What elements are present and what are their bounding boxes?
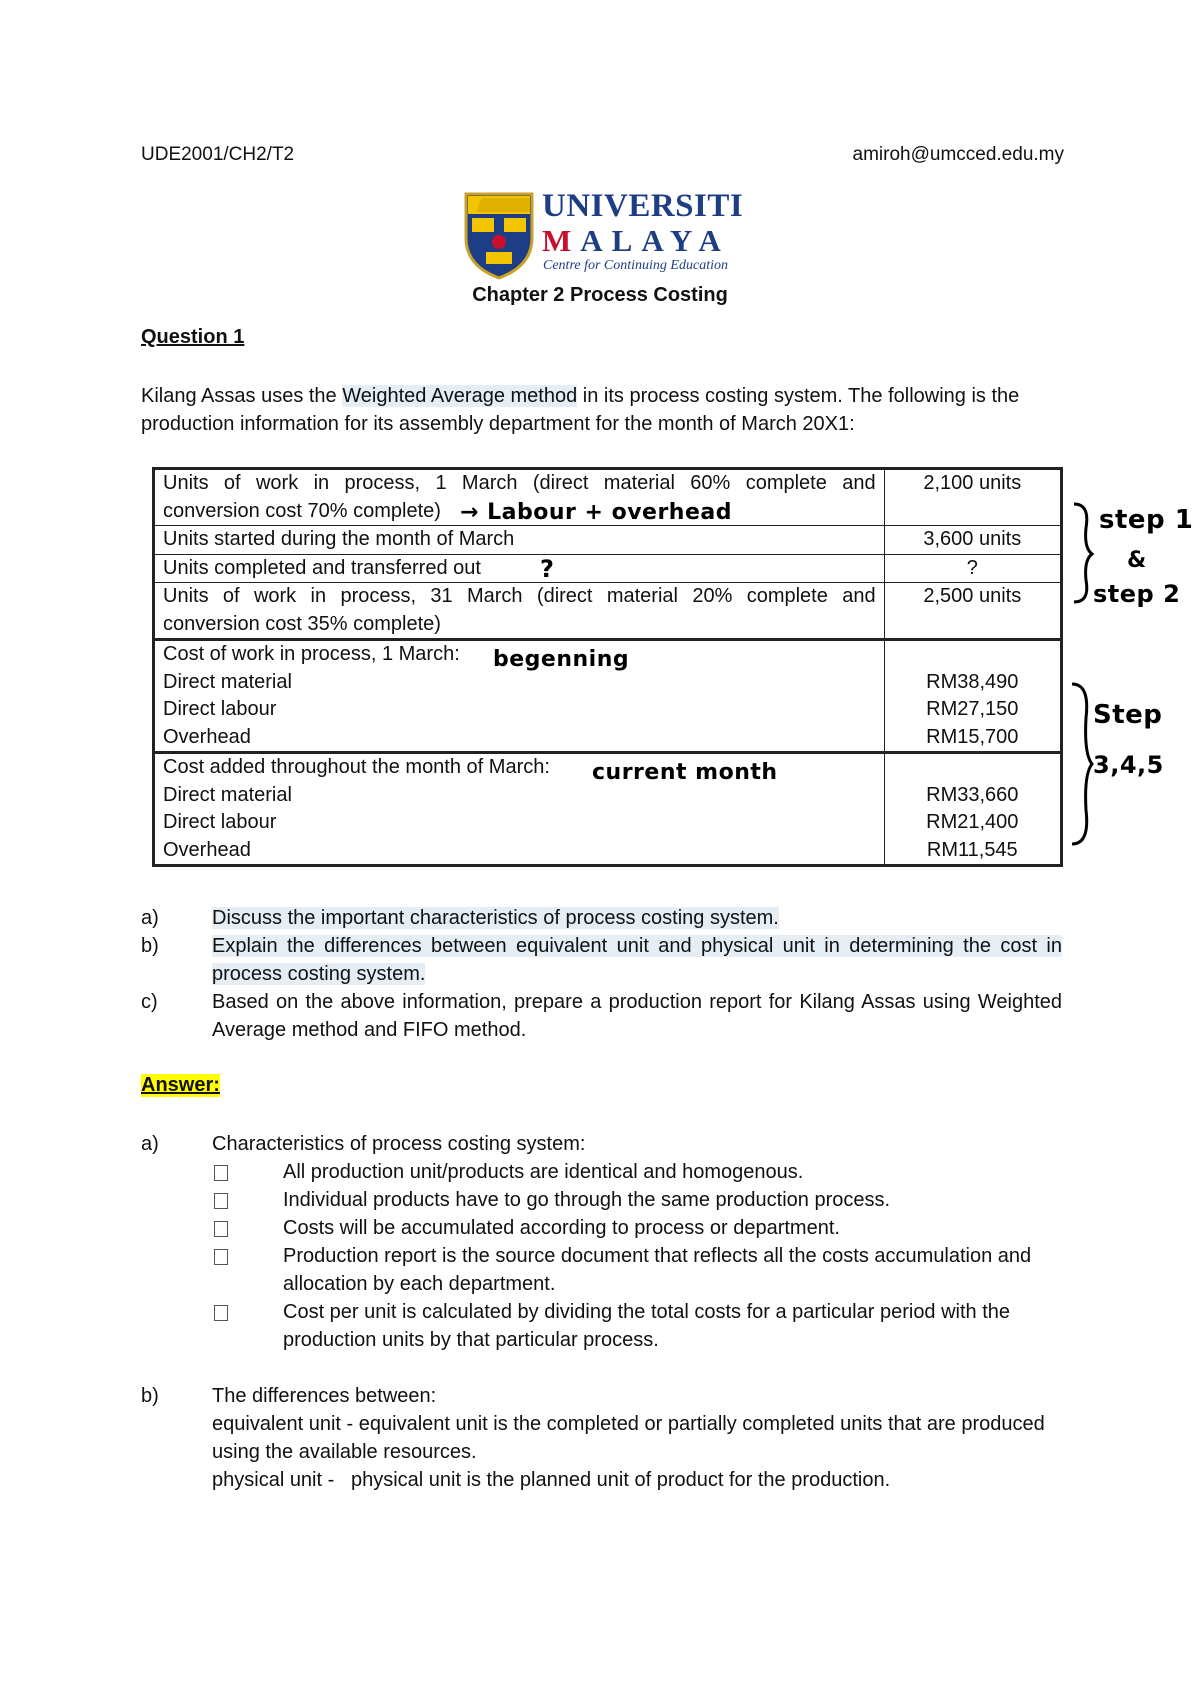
table-cell: Units of work in process, 1 March (direct material 60% complete and conversion cost 70% complete) [154,469,885,526]
table-cell: RM38,490 RM27,150 RM15,700 [884,640,1061,753]
table-cell: Units of work in process, 31 March (direct material 20% complete and conversion cost 35% complete) [154,583,885,640]
checkbox-bullet-icon [214,1305,228,1321]
handwritten-step-label: Step [1093,700,1163,730]
question-intro: Kilang Assas uses the Weighted Average method in its process costing system. The following is the production information for its assembly department for the month of March 20X1: [141,385,1020,435]
handwritten-note-labour: → Labour + overhead [460,500,732,525]
handwritten-ampersand: & [1127,548,1147,573]
checkbox-bullet-icon [214,1165,228,1181]
checkbox-bullet-icon [214,1193,228,1209]
logo-title: UNIVERSITI [542,188,744,224]
logo-subtitle: MALAYA [542,223,730,258]
handwritten-step-1: step 1 [1099,505,1194,535]
table-row [154,583,1062,640]
handwritten-question-mark: ? [540,555,555,583]
crest-icon [462,190,536,280]
checkbox-bullet-icon [214,1221,228,1237]
course-code: UDE2001/CH2/T2 [141,144,295,165]
list-item: All production unit/products are identical and homogenous. [283,1161,804,1183]
university-logo [462,190,750,280]
table-row [154,526,1062,555]
handwritten-note-beginning: begenning [493,647,630,672]
list-item: Production report is the source document that reflects all the costs accumulation and allocation by each department. [283,1245,1032,1295]
table-cell: 2,100 units [884,469,1061,526]
answer-heading: Answer: [141,1074,220,1096]
table-row [154,554,1062,583]
checkbox-bullet-icon [214,1249,228,1265]
table-cell: 3,600 units [884,526,1061,555]
handwritten-step-2: step 2 [1093,580,1181,608]
list-item: Cost per unit is calculated by dividing the total costs for a particular period with the production units by that particular process. [283,1301,1011,1351]
author-email: amiroh@umcced.edu.my [852,144,1064,165]
table-cell: Units completed and transferred out [154,554,885,583]
logo-tagline: Centre for Continuing Education [543,258,728,273]
table-cell: RM33,660 RM21,400 RM11,545 [884,753,1061,866]
handwritten-step-numbers: 3,4,5 [1093,751,1164,779]
table-cell: Cost added throughout the month of March: Direct material Direct labour Overhead [154,753,885,866]
handwritten-note-current-month: current month [592,760,778,785]
list-item: Costs will be accumulated according to process or department. [283,1217,840,1239]
document-title: Chapter 2 Process Costing [472,284,728,306]
table-cell: Units started during the month of March [154,526,885,555]
table-cell: Cost of work in process, 1 March: Direct material Direct labour Overhead [154,640,885,753]
table-cell: ? [884,554,1061,583]
table-cell: 2,500 units [884,583,1061,640]
list-item: Individual products have to go through the same production process. [283,1189,891,1211]
question-heading: Question 1 [141,326,245,348]
bracket-icon [1066,678,1096,850]
